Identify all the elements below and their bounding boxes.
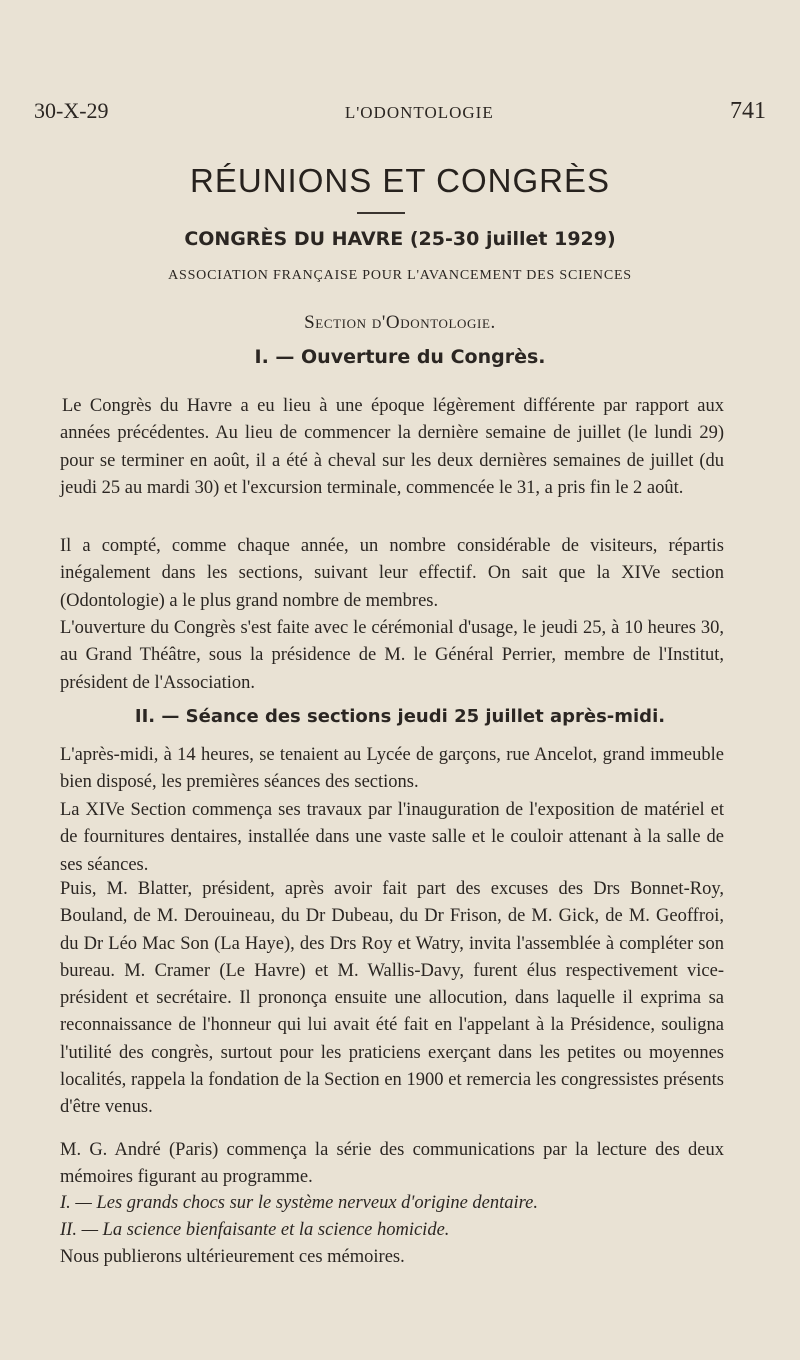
list-item: II. — La science bienfaisante et la science homicide. (60, 1220, 450, 1240)
paragraph: L'après-midi, à 14 heures, se tenaient au Lycée de garçons, rue Ancelot, grand immeuble bien disposé, les premières séances des sections. (60, 745, 724, 793)
congress-title: CONGRÈS DU HAVRE (25-30 juillet 1929) (184, 228, 616, 250)
part2-heading: II. — Séance des sections jeudi 25 juillet après-midi. (134, 706, 666, 727)
paragraph: Le Congrès du Havre a eu lieu à une époque légèrement différente par rapport aux années précédentes. Au lieu de commencer la dernière semaine de juillet (le lundi 29) pour se terminer en août, il a été à cheval sur les deux dernières semaines de juillet (du jeudi 25 au mardi 30) et l'excursion terminale, commencée le 31, a pris fin le 2 août. (60, 396, 724, 498)
paragraph: Il a compté, comme chaque année, un nombre considérable de visiteurs, répartis inégalement dans les sections, suivant leur effectif. On sait que la XIVe section (Odontologie) a le plus grand nombre de membres. (60, 536, 724, 611)
paragraph: Puis, M. Blatter, président, après avoir fait part des excuses des Drs Bonnet-Roy, Bouland, de M. Derouineau, du Dr Dubeau, du Dr Frison, de M. Gick, de M. Geoffroi, du Dr Léo Mac Son (La Haye), des Drs Roy et Watry, invita l'assemblée à compléter son bureau. M. Cramer (Le Havre) et M. Wallis-Davy, furent élus respectivement vice-président et secrétaire. Il prononça ensuite une allocution, dans laquelle il exprima sa reconnaissance de l'honneur qui lui avait été fait en l'appelant à la Présidence, souligna l'utilité des congrès, surtout pour les praticiens exerçant dans les petites ou moyennes localités, rappela la fondation de la Section en 1900 et remercia les congressistes présents d'être venus. (60, 879, 724, 1118)
closing-note: Nous publierons ultérieurement ces mémoires. (60, 1247, 405, 1267)
part1-heading: I. — Ouverture du Congrès. (254, 346, 546, 368)
association-name: ASSOCIATION FRANÇAISE POUR L'AVANCEMENT DES SCIENCES (168, 268, 632, 283)
title-divider (357, 212, 405, 214)
page-number: 741 (729, 98, 766, 124)
running-head (34, 98, 766, 125)
journal-title: L'ODONTOLOGIE (344, 103, 494, 122)
list-item: I. — Les grands chocs sur le système nerveux d'origine dentaire. (60, 1193, 539, 1213)
paragraph: M. G. André (Paris) commença la série des communications par la lecture des deux mémoires figurant au programme. (60, 1140, 724, 1188)
paragraph: L'ouverture du Congrès s'est faite avec le cérémonial d'usage, le jeudi 25, à 10 heures 30, au Grand Théâtre, sous la présidence de M. le Général Perrier, membre de l'Institut, président de l'Association. (60, 618, 724, 693)
page-title: RÉUNIONS ET CONGRÈS (190, 162, 610, 199)
section-name: Section d'Odontologie. (304, 312, 496, 333)
issue-date: 30-X-29 (34, 98, 109, 123)
paragraph: La XIVe Section commença ses travaux par l'inauguration de l'exposition de matériel et de fournitures dentaires, installée dans une vaste salle et le couloir attenant à la salle de ses séances. (60, 800, 724, 875)
